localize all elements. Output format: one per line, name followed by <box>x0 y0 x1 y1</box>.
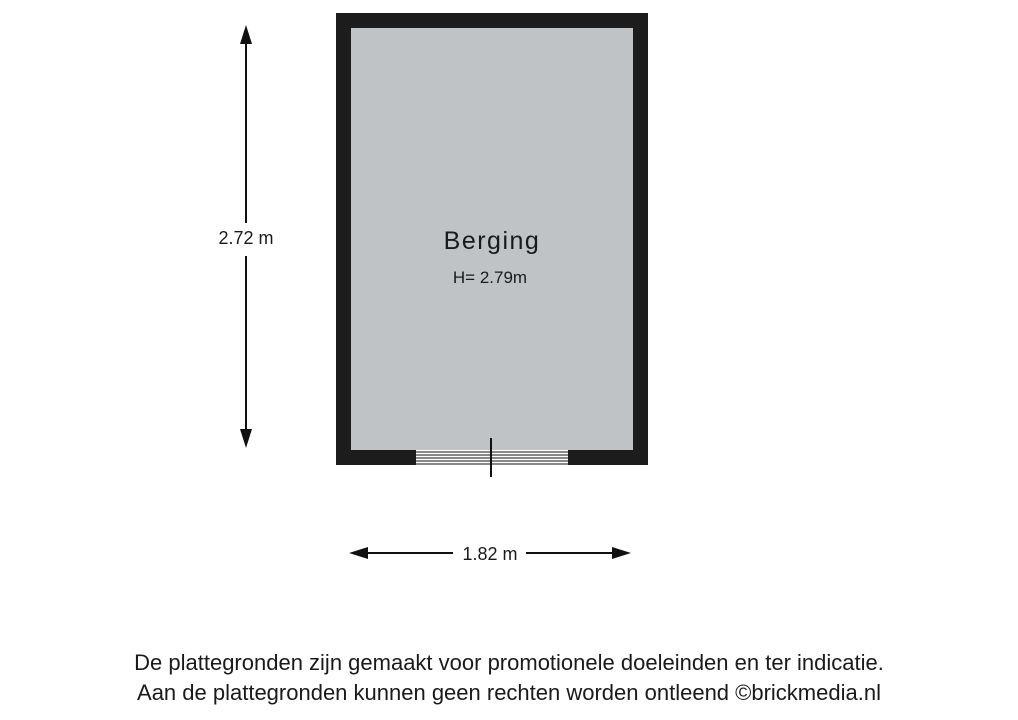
disclaimer-line-1: De plattegronden zijn gemaakt voor promotionele doeleinden en ter indicatie. <box>134 650 884 675</box>
arrow-down-icon <box>240 429 252 448</box>
arrow-left-icon <box>349 547 368 559</box>
arrow-up-icon <box>240 25 252 44</box>
room-height-label: H= 2.79m <box>452 268 528 287</box>
vertical-dimension-label: 2.72 m <box>218 228 274 248</box>
disclaimer-line-2: Aan de plattegronden kunnen geen rechten worden ontleend ©brickmedia.nl <box>137 680 881 705</box>
arrow-right-icon <box>612 547 631 559</box>
horizontal-dimension-label: 1.82 m <box>462 544 518 564</box>
room-name: Berging <box>443 227 541 255</box>
